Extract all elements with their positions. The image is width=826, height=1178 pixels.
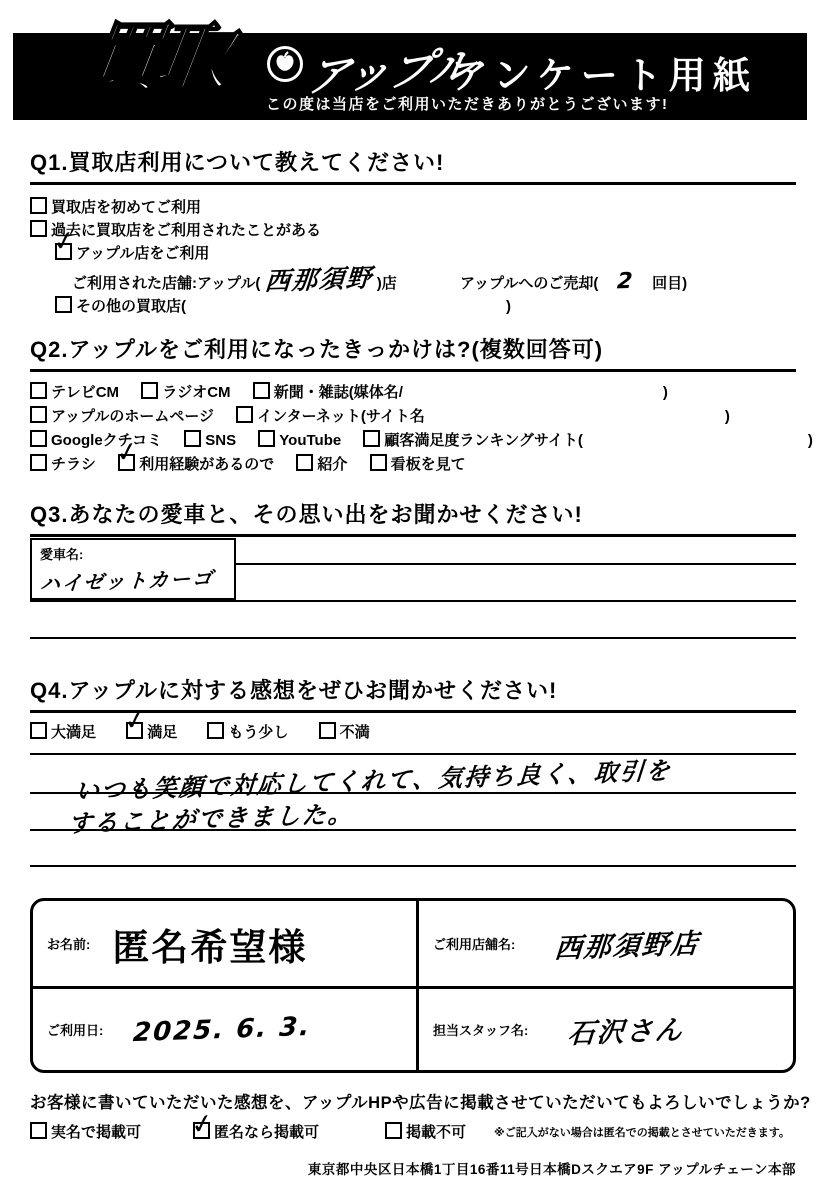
store-line-prefix: ご利用された店舗:アップル( (72, 275, 261, 292)
staff-label: 担当スタッフ名: (433, 1023, 529, 1038)
publish-note: ※ご記入がない場合は匿名での掲載とさせていただきます。 (494, 1126, 790, 1139)
option-label: 紹介 (317, 456, 348, 473)
sell-count-prefix: アップルへのご売却( (460, 275, 599, 292)
checkbox-publish-real-name[interactable] (30, 1122, 47, 1139)
q2-row-3 (30, 429, 813, 453)
close-paren: ) (807, 432, 813, 449)
option-label: 満足 (147, 724, 178, 741)
staff-value-handwriting: 石沢さん (567, 1014, 686, 1051)
writing-line (30, 865, 796, 867)
option-label: 新聞・雑誌(媒体名/ (273, 384, 403, 401)
q1-option-first-time (30, 196, 796, 219)
checkbox-newspaper[interactable] (253, 382, 270, 399)
checkbox-unsatisfied[interactable] (319, 722, 336, 739)
option-label: アップルのホームページ (51, 408, 215, 425)
store-cell[interactable] (419, 901, 793, 989)
option-label: インターネット(サイト名 (257, 408, 425, 425)
store-label: ご利用店舗名: (433, 937, 516, 952)
q2-row-2 (30, 405, 796, 429)
option-label: 看板を見て (390, 456, 466, 473)
checkbox-homepage[interactable] (30, 406, 47, 423)
q2-row-1 (30, 381, 796, 405)
q1-option-other-store (30, 295, 796, 318)
close-paren: ) (724, 408, 730, 425)
option-label: 匿名なら掲載可 (214, 1124, 320, 1141)
option-label: アップル店をご利用 (76, 245, 210, 262)
writing-line (235, 563, 796, 565)
sell-count-handwriting[interactable]: 2 (615, 268, 635, 295)
option-label: ラジオCM (162, 384, 231, 401)
car-name-handwriting: ハイゼットカーゴ (39, 565, 216, 597)
checkbox-radio-cm[interactable] (141, 382, 158, 399)
checkbox-a-bit-more[interactable] (207, 722, 224, 739)
banner-subtitle: この度は当店をご利用いただきありがとうございます! (266, 96, 669, 113)
option-label: テレビCM (51, 384, 120, 401)
writing-line (30, 829, 796, 831)
company-address: 東京都中央区日本橋1丁目16番11号日本橋Dスクエア9F アップルチェーン本部 (307, 1162, 796, 1177)
q1-option-used-before (30, 219, 796, 242)
option-label: その他の買取店( (76, 298, 186, 315)
publish-permission-question: お客様に書いていただいた感想を、アップルHPや広告に掲載させていただいてもよろしいでしょうか? (30, 1094, 811, 1112)
writing-line (30, 600, 796, 602)
option-label: 買取店を初めてご利用 (51, 199, 202, 216)
checkbox-referral[interactable] (296, 454, 313, 471)
q4-title: Q4.アップルに対する感想をぜひお聞かせください! (30, 674, 796, 713)
q4-comment-area (30, 755, 796, 868)
checkbox-first-time[interactable] (30, 197, 47, 214)
q2-row-4 (30, 453, 796, 477)
option-label: 大満足 (51, 724, 97, 741)
checkbox-past-experience[interactable] (118, 454, 135, 471)
date-cell[interactable] (33, 989, 419, 1070)
comment-handwriting-line1: いつも笑顔で対応してくれて、気持ち良く、取引を (74, 756, 673, 806)
date-value-handwriting: 2025. 6. 3. (132, 1011, 313, 1048)
option-label: 実名で掲載可 (51, 1124, 142, 1141)
checkbox-publish-anonymous[interactable] (193, 1122, 210, 1139)
name-label: お名前: (47, 937, 91, 952)
header-banner (13, 16, 807, 120)
checkbox-satisfied[interactable] (126, 722, 143, 739)
store-value-handwriting: 西那須野店 (554, 928, 702, 965)
option-label: 利用経験があるので (139, 456, 275, 473)
other-store-close-paren: ) (506, 298, 511, 315)
checkbox-internet[interactable] (236, 406, 253, 423)
brand-script-logo: アップル (303, 42, 478, 101)
checkbox-tv-cm[interactable] (30, 382, 47, 399)
writing-line (30, 637, 796, 639)
car-name-box[interactable] (30, 538, 236, 600)
q4-options-row (30, 713, 796, 755)
option-label: 不満 (339, 724, 370, 741)
checkbox-signboard[interactable] (370, 454, 387, 471)
checkbox-sns[interactable] (184, 430, 201, 447)
option-label: 顧客満足度ランキングサイト( (384, 432, 583, 449)
staff-cell[interactable] (419, 989, 793, 1070)
car-name-label: 愛車名: (40, 547, 84, 562)
checkbox-flyer[interactable] (30, 454, 47, 471)
option-label: 過去に買取店をご利用されたことがある (51, 222, 322, 239)
q3-answer-area (30, 537, 796, 641)
option-label: 掲載不可 (406, 1124, 467, 1141)
checkbox-very-satisfied[interactable] (30, 722, 47, 739)
option-label: Googleクチコミ (51, 432, 163, 449)
checkbox-google-review[interactable] (30, 430, 47, 447)
name-value: 匿名希望様 (112, 926, 308, 968)
sell-count-suffix: 回目) (652, 275, 688, 292)
checkbox-ranking-site[interactable] (363, 430, 380, 447)
q3-title: Q3.あなたの愛車と、その思い出をお聞かせください! (30, 498, 796, 537)
q2-title: Q2.アップルをご利用になったきっかけは?(複数回答可) (30, 333, 796, 372)
checkbox-apple-store[interactable] (55, 243, 72, 260)
publish-permission-options (30, 1121, 796, 1142)
q1-option-apple-store (30, 242, 796, 265)
q1-title: Q1.買取店利用について教えてください! (30, 146, 796, 185)
option-label: もう少し (228, 724, 289, 741)
form-title: アンケート用紙 (451, 55, 757, 96)
comment-handwriting-line2: することができました。 (66, 799, 355, 839)
store-line-suffix: )店 (376, 275, 397, 292)
writing-line (30, 792, 796, 794)
checkbox-publish-denied[interactable] (385, 1122, 402, 1139)
close-paren: ) (662, 384, 668, 401)
checkbox-used-before[interactable] (30, 220, 47, 237)
checkbox-other-store[interactable] (55, 296, 72, 313)
kaitori-logo: 買取 (79, 16, 232, 101)
checkbox-youtube[interactable] (258, 430, 275, 447)
customer-info-table (30, 898, 796, 1073)
option-label: YouTube (279, 432, 342, 449)
name-cell[interactable] (33, 901, 419, 989)
option-label: SNS (205, 432, 237, 449)
date-label: ご利用日: (47, 1023, 104, 1038)
option-label: チラシ (51, 456, 97, 473)
store-name-handwriting[interactable]: 西那須野 (263, 263, 374, 296)
apple-logo-icon (265, 44, 305, 89)
q1-store-line (30, 265, 796, 295)
